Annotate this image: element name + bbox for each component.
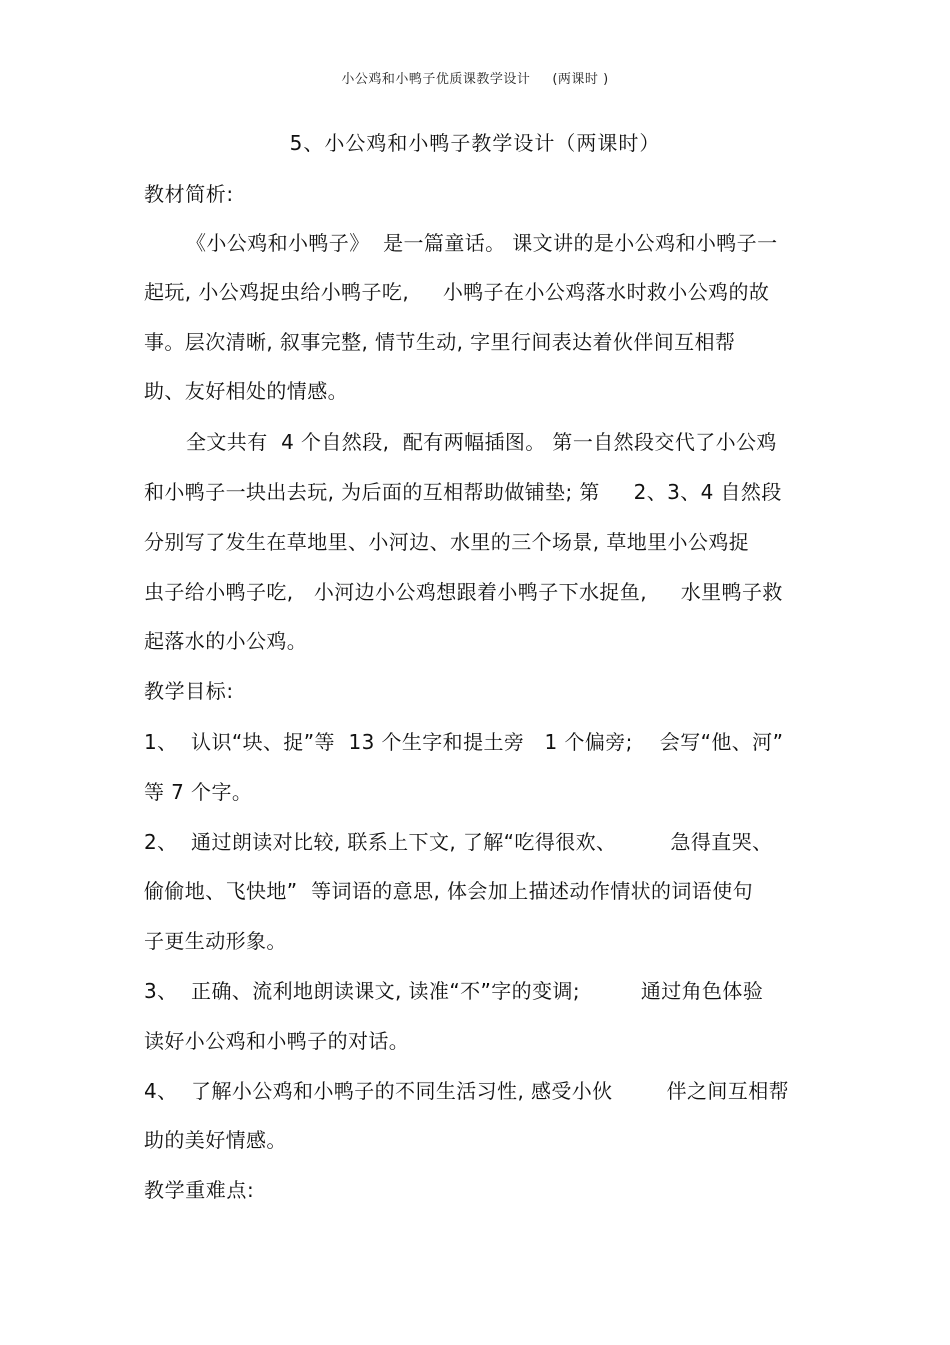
document-title: 5、小公鸡和小鸭子教学设计（两课时） xyxy=(289,131,661,155)
goal-2-line: 偷偷地、飞快地” 等词语的意思, 体会加上描述动作情状的词语使句 xyxy=(144,879,753,903)
running-header-title: 小公鸡和小鸭子优质课教学设计 xyxy=(341,72,531,87)
running-header-subtitle: (两课时 ) xyxy=(552,72,609,87)
goal-3-line: 3、 正确、流利地朗读课文, 读准“不”字的变调; 通过角色体验 xyxy=(144,979,764,1003)
analysis-paragraph-1-line: 《小公鸡和小鸭子》 是一篇童话。 课文讲的是小公鸡和小鸭子一 xyxy=(186,231,778,255)
goal-1-line: 1、 认识“块、捉”等 13 个生字和提土旁 1 个偏旁; 会写“他、河” xyxy=(144,730,784,754)
analysis-paragraph-2-line: 起落水的小公鸡。 xyxy=(144,629,308,653)
goal-4-line: 4、 了解小公鸡和小鸭子的不同生活习性, 感受小伙 伴之间互相帮 xyxy=(144,1079,790,1103)
analysis-paragraph-1-line: 起玩, 小公鸡捉虫给小鸭子吃, 小鸭子在小公鸡落水时救小公鸡的故 xyxy=(144,280,770,304)
goals-heading: 教学目标: xyxy=(144,679,234,703)
goal-3-line: 读好小公鸡和小鸭子的对话。 xyxy=(144,1029,410,1053)
goal-2-line: 2、 通过朗读对比较, 联系上下文, 了解“吃得很欢、 急得直哭、 xyxy=(144,830,773,854)
analysis-paragraph-2-line: 分别写了发生在草地里、小河边、水里的三个场景, 草地里小公鸡捉 xyxy=(144,530,750,554)
goal-4-line: 助的美好情感。 xyxy=(144,1128,287,1152)
analysis-paragraph-1-line: 事。层次清晰, 叙事完整, 情节生动, 字里行间表达着伙伴间互相帮 xyxy=(144,330,736,354)
analysis-heading: 教材简析: xyxy=(144,182,234,206)
running-header xyxy=(0,68,950,87)
analysis-paragraph-1-line: 助、友好相处的情感。 xyxy=(144,379,348,403)
key-points-heading: 教学重难点: xyxy=(144,1178,255,1202)
analysis-paragraph-2-line: 全文共有 4 个自然段, 配有两幅插图。 第一自然段交代了小公鸡 xyxy=(186,430,777,454)
goal-2-line: 子更生动形象。 xyxy=(144,929,287,953)
analysis-paragraph-2-line: 虫子给小鸭子吃, 小河边小公鸡想跟着小鸭子下水捉鱼, 水里鸭子救 xyxy=(144,580,783,604)
analysis-paragraph-2-line: 和小鸭子一块出去玩, 为后面的互相帮助做铺垫; 第 2、3、4 自然段 xyxy=(144,480,782,504)
goal-1-line: 等 7 个字。 xyxy=(144,780,253,804)
